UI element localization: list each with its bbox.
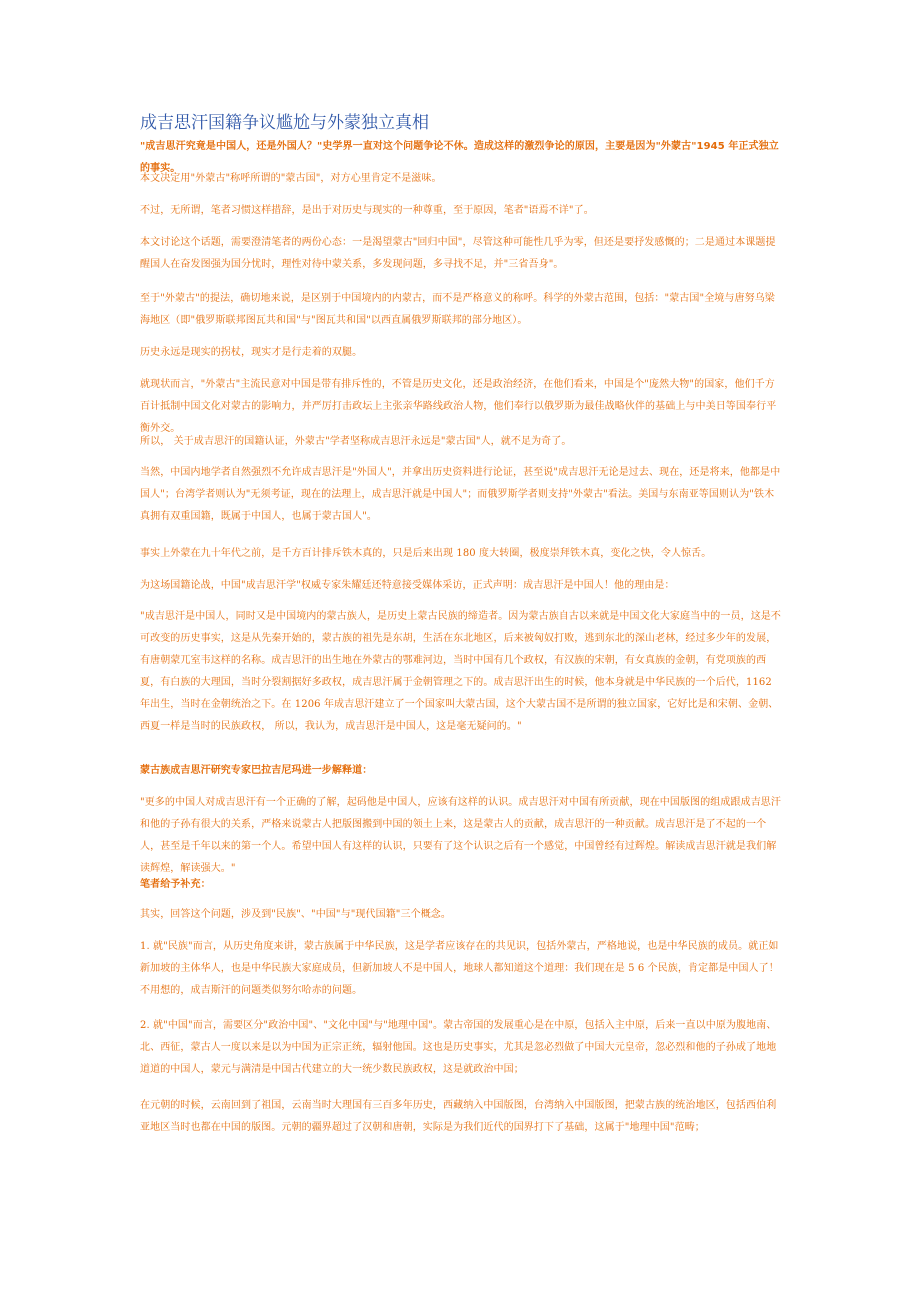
paragraph: 本文讨论这个话题，需要澄清笔者的两份心态：一是渴望蒙古"回归中国"，尽管这种可能性几乎为零，但还是要抒发感慨的；二是通过本课题提醒国人在奋发图强为国分忧时，理性对待中蒙关系，多发现问题，多寻找不足，并"三省吾身"。 [140,237,776,270]
paragraph: 本文决定用"外蒙古"称呼所谓的"蒙古国"，对方心里肯定不是滋味。 [140,173,442,184]
paragraph: 为这场国籍论战，中国"成吉思汗学"权威专家朱耀廷还特意接受媒体采访，正式声明：成吉思汗是中国人！他的理由是： [140,580,675,591]
paragraph-quote: "更多的中国人对成吉思汗有一个正确的了解，起码他是中国人，应该有这样的认识。成吉思汗对中国有所贡献，现在中国版图的组成跟成吉思汗和他的子孙有很大的关系，严格来说蒙古人把版图搬到中国的领土上来，这是蒙古人的贡献，成吉思汗的一种贡献。成吉思汗是了不起的一个人，甚至是千年以来的第一个人。希望中国人有这样的认识，只要有了这个认识之后有一个感觉，中国曾经有过辉煌。解读成吉思汗就是我们解读辉煌，解读强大。" [140,797,781,874]
paragraph-heading: 笔者给予补充： [140,879,211,890]
paragraph: 事实上外蒙在九十年代之前，是千方百计排斥铁木真的，只是后来出现 180 度大转圈，极度崇拜铁木真，变化之快，令人惊舌。 [140,548,712,559]
paragraph-intro: "成吉思汗究竟是中国人，还是外国人？"史学界一直对这个问题争论不休。造成这样的激烈争论的原因，主要是因为"外蒙古"1945 年正式独立的事实。 [140,141,779,174]
paragraph: 不过，无所谓，笔者习惯这样措辞，是出于对历史与现实的一种尊重，至于原因，笔者"语焉不详"了。 [140,205,594,216]
paragraph-heading: 蒙古族成吉思汗研究专家巴拉吉尼玛进一步解释道： [140,765,373,776]
paragraph-quote: "成吉思汗是中国人，同时又是中国境内的蒙古族人，是历史上蒙古民族的缔造者。因为蒙古族自古以来就是中国文化大家庭当中的一员，这是不可改变的历史事实，这是从先秦开始的，蒙古族的祖先是东胡，生活在东北地区，后来被匈奴打败，逃到东北的深山老林，经过多少年的发展，有唐朝蒙兀室韦这样的名称。成吉思汗的出生地在外蒙古的鄂难河边，当时中国有几个政权，有汉族的宋朝，有女真族的金朝，有党项族的西夏，有白族的大理国，当时分裂割据好多政权，成吉思汗属于金朝管理之下的。成吉思汗出生的时候，他本身就是中华民族的一个后代，1162 年出生，当时在金朝统治之下。在 1206 年成吉思汗建立了一个国家叫大蒙古国，这个大蒙古国不是所谓的独立国家，它好比是和宋朝、金朝、西夏一样是当时的民族政权， 所以，我认为，成吉思汗是中国人，这是毫无疑问的。" [140,611,781,732]
paragraph-point-2: 2. 就"中国"而言，需要区分"政治中国"、"文化中国"与"地理中国"。蒙古帝国的发展重心是在中原，包括入主中原，后来一直以中原为腹地南、北、西征，蒙古人一度以来是以为中国为正宗正统，辐射他国。这也是历史事实，尤其是忽必烈做了中国大元皇帝，忽必烈和他的子孙成了地地道道的中国人，蒙元与满清是中国古代建立的大一统少数民族政权，这是就政治中国； [140,1020,777,1075]
document-title: 成吉思汗国籍争议尴尬与外蒙独立真相 [140,113,429,133]
paragraph-point-1: 1. 就"民族"而言，从历史角度来讲，蒙古族属于中华民族，这是学者应该存在的共见识，包括外蒙古，严格地说，也是中华民族的成员。就正如新加坡的主体华人，也是中华民族大家庭成员，但新加坡人不是中国人，地球人都知道这个道理：我们现在是 5 6 个民族，肯定都是中国人了！不用想的，成吉斯汗的问题类似努尔哈赤的问题。 [140,941,779,996]
paragraph: 在元朝的时候，云南回到了祖国，云南当时大理国有三百多年历史，西藏纳入中国版图，台湾纳入中国版图，把蒙古族的统治地区，包括西伯利亚地区当时也都在中国的版图。元朝的疆界超过了汉朝和唐朝，实际是为我们近代的国界打下了基础，这属于"地理中国"范畴； [140,1100,777,1133]
paragraph: 当然，中国内地学者自然强烈不允许成吉思汗是"外国人"，并拿出历史资料进行论证，甚至说"成吉思汗无论是过去、现在，还是将来，他都是中国人"；台湾学者则认为"无须考证，现在的法理上，成吉思汗就是中国人"；而俄罗斯学者则支持"外蒙古"看法。美国与东南亚等国则认为"铁木真拥有双重国籍，既属于中国人，也属于蒙古国人"。 [140,467,781,522]
paragraph: 其实，回答这个问题，涉及到"民族"、"中国"与"现代国籍"三个概念。 [140,909,451,920]
paragraph: 所以， 关于成吉思汗的国籍认证，外蒙古"学者坚称成吉思汗永远是"蒙古国"人，就不足为奇了。 [140,436,572,447]
paragraph: 就现状而言，"外蒙古"主流民意对中国是带有排斥性的，不管是历史文化，还是政治经济，在他们看来，中国是个"庞然大物"的国家，他们千方百计抵制中国文化对蒙古的影响力，并严厉打击政坛上主张亲华路线政治人物，他们奉行以俄罗斯为最佳战略伙伴的基础上与中美日等国奉行平衡外交。 [140,379,777,434]
paragraph: 历史永远是现实的拐杖，现实才是行走着的双腿。 [140,347,363,358]
paragraph: 至于"外蒙古"的提法，确切地来说，是区别于中国境内的内蒙古，而不是严格意义的称呼。科学的外蒙古范围，包括："蒙古国"全境与唐努乌梁海地区（即"俄罗斯联邦图瓦共和国"与"图瓦共和国"以西直属俄罗斯联邦的部分地区）。 [140,293,775,326]
